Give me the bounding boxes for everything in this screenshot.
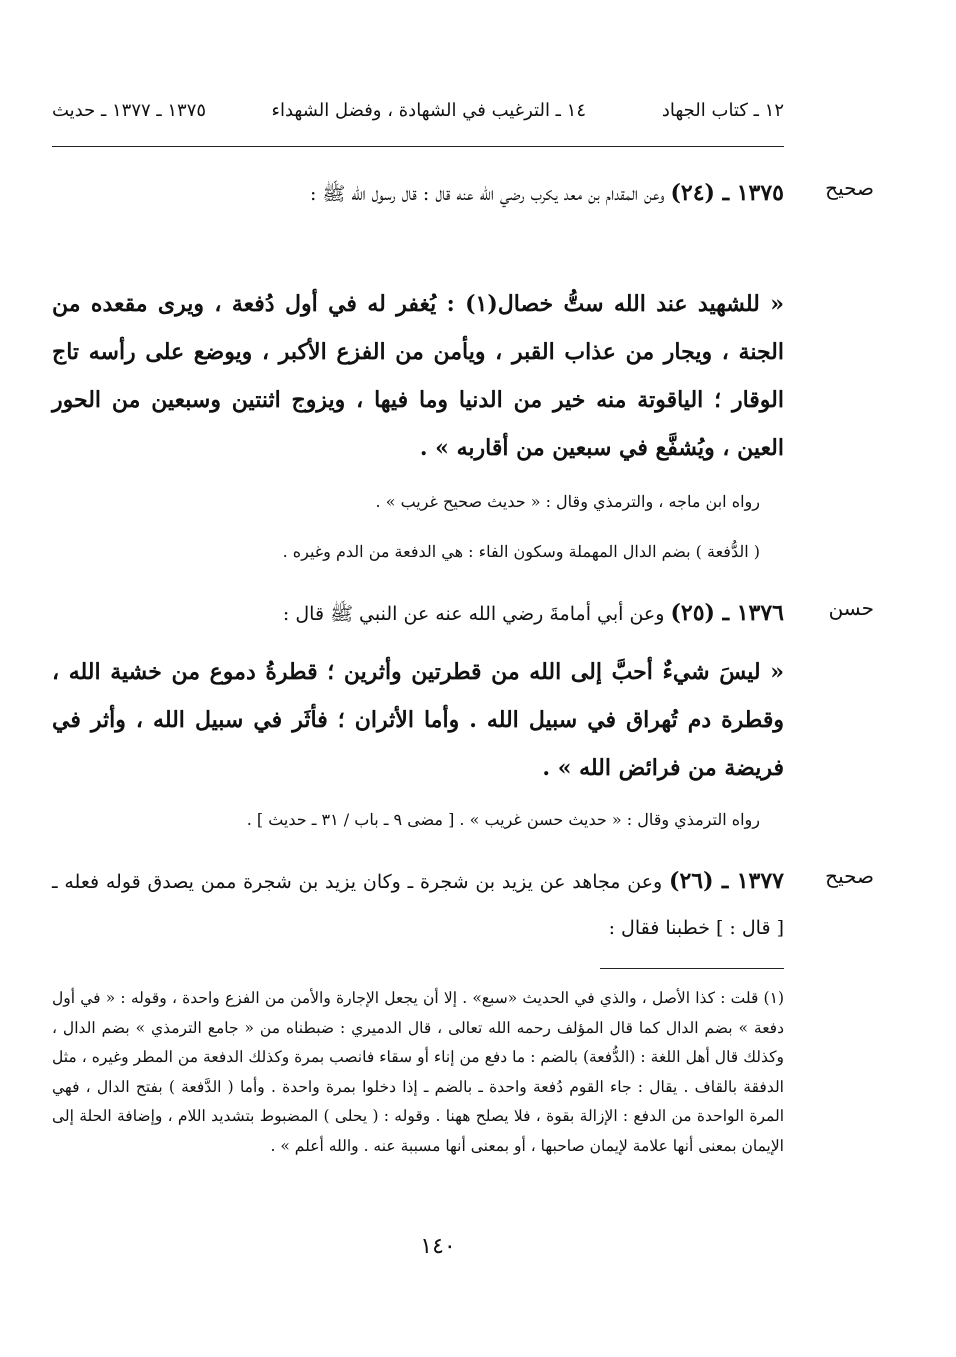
running-header xyxy=(52,96,784,130)
footnote-divider xyxy=(600,968,784,969)
header-chapter: ١٢ ـ كتاب الجهاد xyxy=(661,100,784,121)
hadith-text: « ليسَ شيءٌ أحبَّ إلى الله من قطرتين وأثرين ؛ قطرةُ دموع من خشية الله ، وقطرة دم تُهراق في سبيل الله . وأما الأثران ؛ فأثَر في سبيل الله ، وأثر في فريضة من فرائض الله » . xyxy=(52,659,784,781)
hadith-gloss: ( الدُّفعة ) بضم الدال المهملة وسكون الفاء : هي الدفعة من الدم وغيره . xyxy=(282,542,760,561)
hadith-source: رواه الترمذي وقال : « حديث حسن غريب » . [ مضى ٩ ـ باب / ٣١ ـ حديث ] . xyxy=(246,810,760,829)
hadith-narration: وعن المقدام بن معد يكرب رضي الله عنه قال : قال رسول الله ﷺ : xyxy=(309,183,665,205)
hadith-narration: وعن أبي أمامةَ رضي الله عنه عن النبي ﷺ قال : xyxy=(282,603,665,625)
hadith-source: رواه ابن ماجه ، والترمذي وقال : « حديث صحيح غريب » . xyxy=(375,492,760,511)
header-divider xyxy=(52,146,784,147)
page-number: ١٤٠ xyxy=(420,1234,456,1259)
hadith-narration: وعن مجاهد عن يزيد بن شجرة ـ وكان يزيد بن شجرة ممن يصدق قوله فعله ـ [ قال : ] خطبنا فقال : xyxy=(52,871,784,939)
hadith-number: ١٣٧٥ ـ (٢٤) xyxy=(670,180,784,206)
grade-label: صحيح xyxy=(825,176,874,200)
hadith-intro xyxy=(52,858,784,951)
header-hadith-range: ١٣٧٥ ـ ١٣٧٧ ـ حديث xyxy=(52,100,207,121)
grade-label: حسن xyxy=(828,596,874,620)
hadith-number: ١٣٧٦ ـ (٢٥) xyxy=(670,600,784,626)
hadith-text: « للشهيد عند الله ستُّ خصال(١) : يُغفر له في أول دُفعة ، ويرى مقعده من الجنة ، ويجار من عذاب القبر ، ويأمن من الفزع الأكبر ، ويوضع على رأسه تاج الوقار ؛ الياقوتة منه خير من الدنيا وما فيها ، ويزوج اثنتين وسبعين من الحور العين ، ويُشفَّع في سبعين من أقاربه » . xyxy=(52,291,784,461)
grade-label: صحيح xyxy=(825,864,874,888)
hadith-intro xyxy=(52,590,784,637)
footnote: (١) قلت : كذا الأصل ، والذي في الحديث «سبع» . إلا أن يجعل الإجارة والأمن من الفزع واحدة ، وقوله : « في أول دفعة » بضم الدال كما قال المؤلف رحمه الله تعالى ، قال الدميري : ضبطناه من « جامع الترمذي » بضم الدال ، وكذلك قال أهل اللغة : (الدُّفعة) بالضم : ما دفع من إناء أو سقاء فانصب بمرة وكذلك الدفعة من المطر وغيره ، مثل الدفقة بالقاف . يقال : جاء القوم دُفعة واحدة ـ بالضم ـ إذا دخلوا بمرة واحدة . وأما ( الدَّفعة ) بفتح الدال ، فهي المرة الواحدة من الدفع : الإزالة بقوة ، فلا يصلح ههنا . وقوله : ( يحلى ) المضبوط بتشديد اللام ، وإضافة الحلة إلى الإيمان بمعنى أنها علامة لإيمان صاحبها ، أو بمعنى أنها مسببة عنه . والله أعلم » . xyxy=(52,989,784,1155)
header-section: ١٤ ـ الترغيب في الشهادة ، وفضل الشهداء xyxy=(271,100,586,121)
hadith-number: ١٣٧٧ ـ (٢٦) xyxy=(669,868,784,894)
hadith-intro xyxy=(52,170,784,217)
